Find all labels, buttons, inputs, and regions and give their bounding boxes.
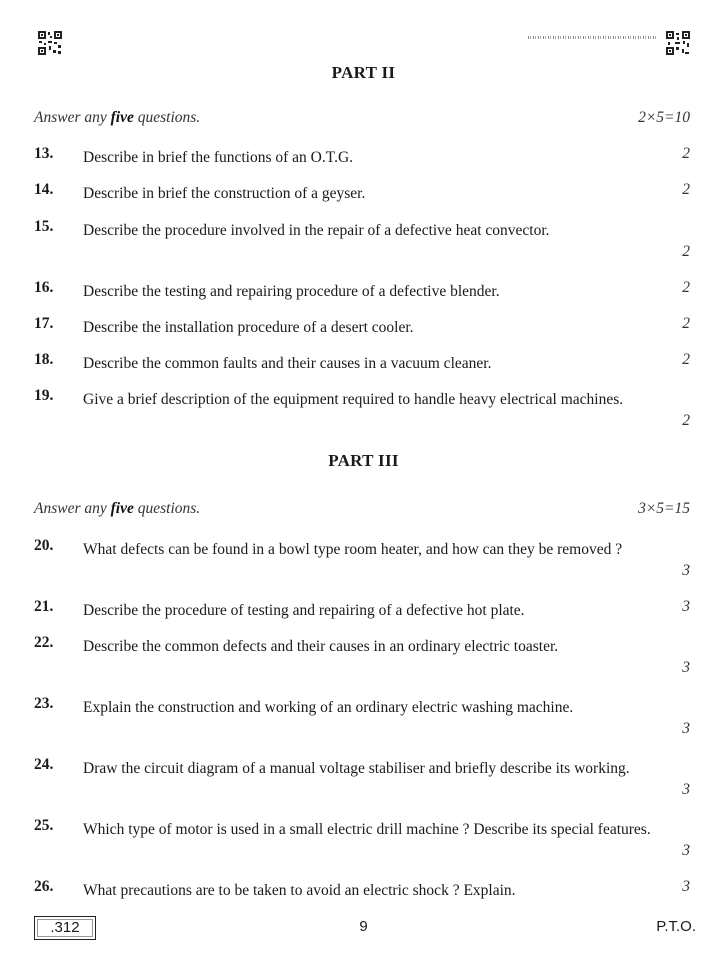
question-text: Explain the construction and working of an ordinary electric washing machine.	[83, 699, 574, 716]
question-marks: 2	[682, 145, 690, 162]
question-text: Give a brief description of the equipment required to handle heavy electrical machines.	[83, 391, 624, 408]
question-marks: 2	[682, 315, 690, 332]
part-2-instruction-row	[34, 109, 690, 131]
part-2-instruction: Answer any five questions.	[34, 109, 201, 126]
part-2-title: PART II	[331, 63, 396, 82]
part-2-total-marks: 2×5=10	[638, 109, 690, 126]
question-marks: 2	[682, 351, 690, 368]
question-number: 25.	[34, 817, 54, 834]
question-text: Draw the circuit diagram of a manual voltage stabiliser and briefly describe its working.	[83, 760, 630, 777]
question-number: 16.	[34, 279, 54, 296]
part-3-title: PART III	[328, 451, 399, 470]
question-number: 17.	[34, 315, 54, 332]
question-marks: 2	[682, 412, 690, 429]
question-marks: 3	[682, 720, 690, 737]
question-marks: 3	[682, 562, 690, 579]
part-3-instruction: Answer any five questions.	[34, 500, 201, 517]
question-number: 24.	[34, 756, 54, 773]
question-text: Describe the procedure involved in the repair of a defective heat convector.	[83, 222, 550, 239]
pto-label: P.T.O.	[656, 918, 696, 935]
question-marks: 3	[682, 781, 690, 798]
paper-code-box: .312	[34, 916, 96, 940]
question-number: 19.	[34, 387, 54, 404]
question-text: Describe the common faults and their causes in a vacuum cleaner.	[83, 355, 492, 372]
qr-code-icon	[666, 31, 690, 55]
question-marks: 2	[682, 243, 690, 260]
qr-code-icon	[38, 31, 62, 55]
question-marks: 3	[682, 878, 690, 895]
question-marks: 3	[682, 659, 690, 676]
page-number: 9	[359, 918, 368, 935]
question-number: 15.	[34, 218, 54, 235]
question-number: 23.	[34, 695, 54, 712]
question-marks: 3	[682, 842, 690, 859]
part-3-total-marks: 3×5=15	[638, 500, 690, 517]
question-marks: 2	[682, 279, 690, 296]
question-number: 13.	[34, 145, 54, 162]
question-marks: 2	[682, 181, 690, 198]
part-3-instruction-row	[34, 500, 690, 522]
question-marks: 3	[682, 598, 690, 615]
question-text: Describe in brief the functions of an O.T.G.	[83, 149, 354, 166]
barcode-strip	[528, 36, 658, 39]
question-text: Describe the procedure of testing and repairing of a defective hot plate.	[83, 602, 525, 619]
question-text: Which type of motor is used in a small electric drill machine ? Describe its special features.	[83, 821, 651, 838]
question-number: 20.	[34, 537, 54, 554]
question-text: Describe in brief the construction of a geyser.	[83, 185, 366, 202]
question-text: What defects can be found in a bowl type room heater, and how can they be removed ?	[83, 541, 623, 558]
question-number: 14.	[34, 181, 54, 198]
question-number: 26.	[34, 878, 54, 895]
question-text: Describe the common defects and their causes in an ordinary electric toaster.	[83, 638, 559, 655]
question-text: Describe the testing and repairing procedure of a defective blender.	[83, 283, 500, 300]
question-text: What precautions are to be taken to avoid an electric shock ? Explain.	[83, 882, 516, 899]
question-number: 21.	[34, 598, 54, 615]
question-number: 18.	[34, 351, 54, 368]
question-number: 22.	[34, 634, 54, 651]
question-text: Describe the installation procedure of a desert cooler.	[83, 319, 414, 336]
